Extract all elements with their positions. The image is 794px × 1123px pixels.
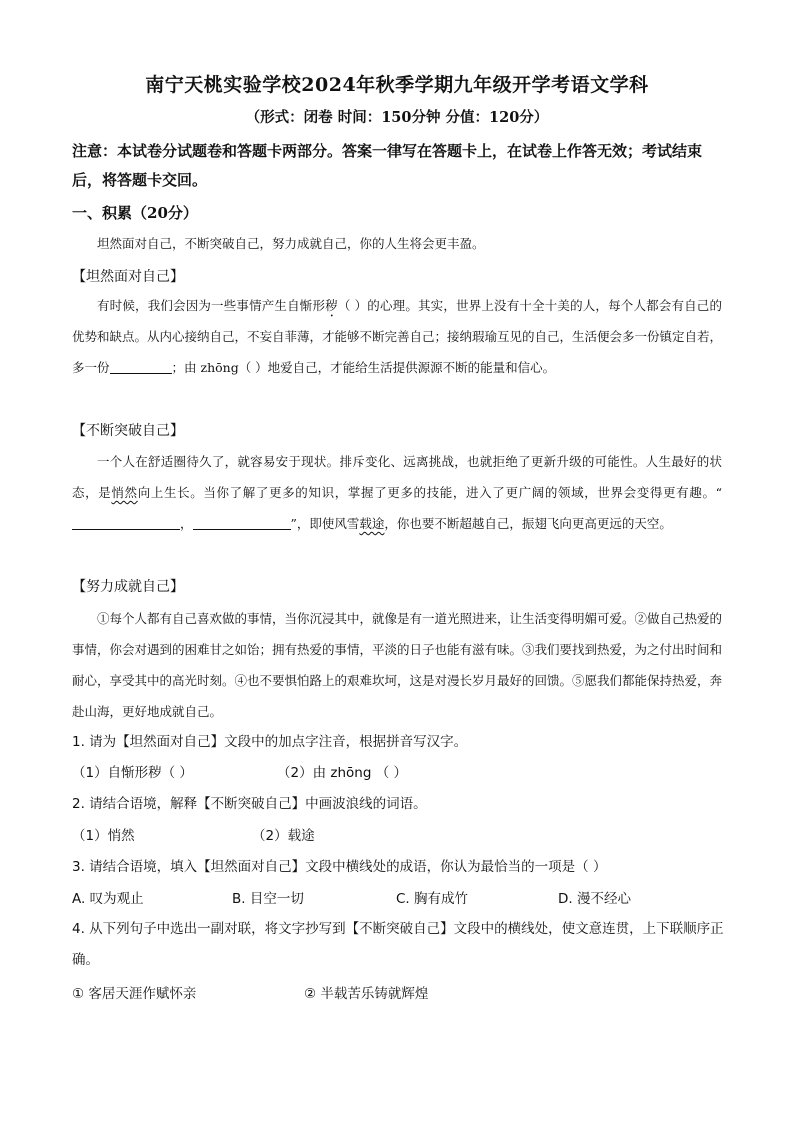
part2-text-c: ”，即使风雪 [290, 516, 360, 531]
wavy-word-2: 载途 [359, 516, 385, 531]
part2-paragraph [72, 446, 722, 539]
exam-title: 南宁天桃实验学校2024年秋季学期九年级开学考语文学科 [145, 74, 649, 96]
question-4-items [72, 979, 727, 1010]
question-2-item-1: （1）悄然 [72, 828, 135, 844]
couplet-blank-1 [72, 515, 180, 530]
part1-paragraph [72, 290, 722, 383]
question-3-stem: 3. 请结合语境，填入【坦然面对自己】文段中横线处的成语，你认为最恰当的一项是（ ） [72, 859, 607, 875]
part1-text-c: ；由 zhōng（ ）地爱自己，才能给生活提供源源不断的能量和信心。 [171, 360, 556, 375]
part2-text-b: 向上生长。当你了解了更多的知识，掌握了更多的技能，进入了更广阔的领域，世界会变得更有趣。“ [137, 485, 722, 500]
wavy-word-1: 悄然 [111, 485, 138, 500]
question-1-item-2: （2）由 zhōng （ ） [277, 765, 407, 781]
part1-text-b: （ ）的心理。其实，世界上没有十全十美的人，每个人都会有自己的优势和缺点。从内心接纳自己，不妄自菲薄，才能够不断完善自己；接纳瑕瑜互见的自己，生活便会多一份镇定自若，多一份 [72, 298, 723, 375]
part2-heading: 【不断突破自己】 [72, 423, 184, 439]
part2-text-a: 一个人在舒适圈待久了，就容易安于现状。排斥变化、远离挑战，也就拒绝了更新升级的可能性。人生最好的状态，是 [72, 454, 722, 500]
question-1-stem: 1. 请为【坦然面对自己】文段中的加点字注音，根据拼音写汉字。 [72, 734, 468, 750]
part3-paragraph: ①每个人都有自己喜欢做的事情，当你沉浸其中，就像是有一道光照进来，让生活变得明媚可爱。②做自己热爱的事情，你会对遇到的困难甘之如饴；拥有热爱的事情，平淡的日子也能有滋有味。③我们要找到热爱，为之付出时间和耐心，享受其中的高光时刻。④也不要惧怕路上的艰难坎坷，这是对漫长岁月最好的回馈。⑤愿我们都能保持热爱，奔赴山海，更好地成就自己。 [72, 611, 723, 719]
exam-subtitle: （形式：闭卷 时间：150分钟 分值：120分） [245, 109, 549, 126]
intro-paragraph: 坦然面对自己，不断突破自己，努力成就自己，你的人生将会更丰盈。 [97, 236, 485, 251]
part2-text-d: ，你也要不断超越自己，振翅飞向更高更远的天空。 [384, 516, 672, 531]
section-title: 一、积累（20分） [72, 204, 198, 222]
question-4-item-2: ② 半载苦乐铸就辉煌 [304, 986, 429, 1002]
question-2-item-2: （2）载途 [252, 828, 315, 844]
question-2-stem: 2. 请结合语境，解释【不断突破自己】中画波浪线的词语。 [72, 796, 427, 812]
exam-notice: 注意：本试卷分试题卷和答题卡两部分。答案一律写在答题卡上，在试卷上作答无效；考试结束后，将答题卡交回。 [72, 142, 703, 189]
part3-heading: 【努力成就自己】 [72, 579, 184, 595]
dotted-char: 秽 [325, 298, 338, 313]
question-1-items [72, 758, 727, 789]
part2-comma: ， [180, 516, 193, 531]
couplet-blank-2 [193, 515, 291, 530]
option-b: B. 目空一切 [232, 891, 304, 907]
option-a: A. 叹为观止 [72, 891, 144, 907]
question-2-items [72, 821, 727, 852]
question-1-item-1: （1）自惭形秽（ ） [72, 765, 193, 781]
question-4-stem: 4. 从下列句子中选出一副对联，将文字抄写到【不断突破自己】文段中的横线处，使文意连贯，上下联顺序正确。 [72, 921, 724, 968]
idiom-blank [110, 359, 172, 374]
option-c: C. 胸有成竹 [396, 891, 469, 907]
part1-text-a: 有时候，我们会因为一些事情产生自惭形 [97, 298, 326, 313]
option-d: D. 漫不经心 [558, 891, 631, 907]
part1-heading: 【坦然面对自己】 [72, 269, 184, 285]
question-4-item-1: ① 客居天涯作赋怀亲 [72, 986, 197, 1002]
